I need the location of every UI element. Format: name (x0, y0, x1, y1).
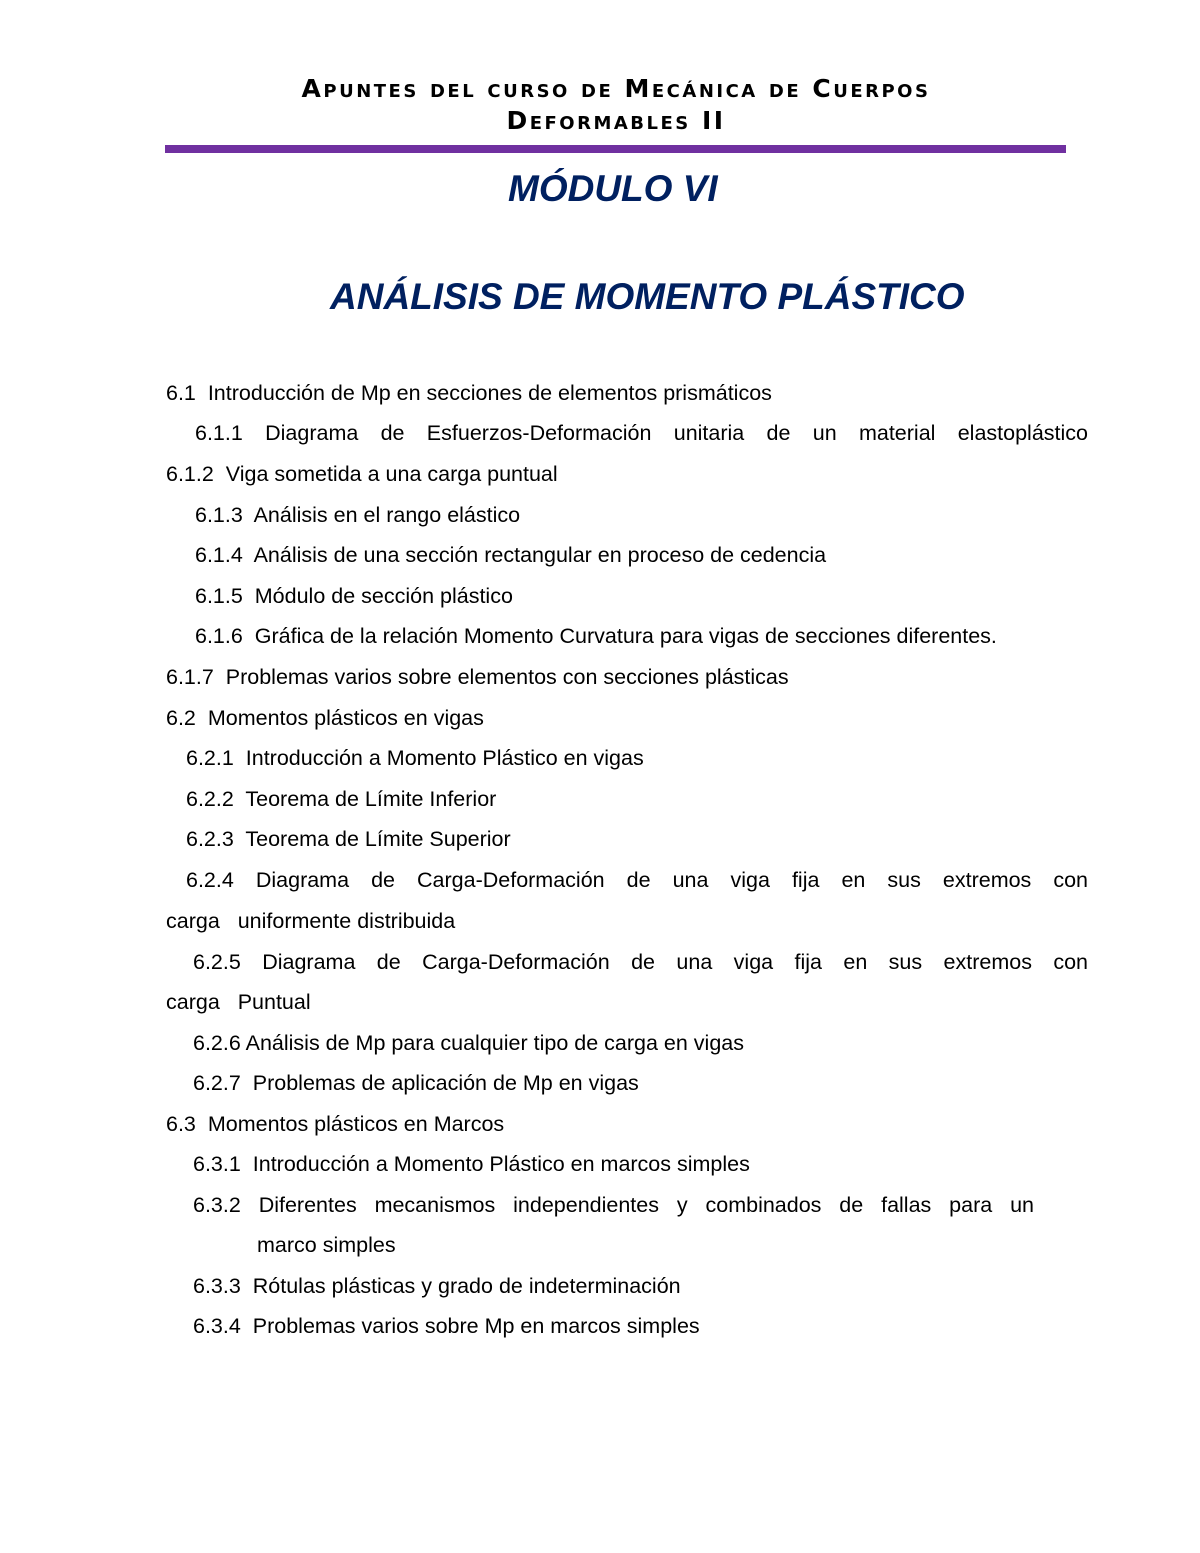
toc-entry: 6.3.1 Introducción a Momento Plástico en marcos simples (193, 1152, 750, 1176)
toc-entry: 6.2.1 Introducción a Momento Plástico en vigas (186, 746, 644, 770)
toc-entry: 6.2.3 Teorema de Límite Superior (186, 827, 511, 851)
module-title: MÓDULO VI (508, 168, 718, 209)
toc-entry: 6.3.4 Problemas varios sobre Mp en marcos simples (193, 1314, 700, 1338)
toc-entry: 6.2 Momentos plásticos en vigas (166, 706, 484, 730)
header-rule (165, 145, 1066, 153)
toc-entry: 6.1.4 Análisis de una sección rectangular en proceso de cedencia (195, 543, 827, 567)
toc-entry-continuation: marco simples (257, 1233, 396, 1257)
chapter-title: ANÁLISIS DE MOMENTO PLÁSTICO (330, 276, 965, 317)
toc-entry: 6.2.4 Diagrama de Carga-Deformación de una viga fija en sus extremos con (186, 868, 1088, 892)
toc-entry: 6.2.5 Diagrama de Carga-Deformación de una viga fija en sus extremos con (193, 950, 1088, 974)
toc-entry: 6.1.7 Problemas varios sobre elementos con secciones plásticas (166, 665, 789, 689)
toc-entry: 6.1 Introducción de Mp en secciones de elementos prismáticos (166, 381, 772, 405)
running-header-line1: Apuntes del curso de Mecánica de Cuerpos (301, 74, 931, 103)
toc-entry: 6.3.3 Rótulas plásticas y grado de indeterminación (193, 1274, 681, 1298)
toc-entry-continuation: carga uniformente distribuida (166, 909, 456, 933)
toc-entry: 6.1.5 Módulo de sección plástico (195, 584, 513, 608)
running-header-line2: Deformables II (506, 106, 726, 135)
toc-entry: 6.1.2 Viga sometida a una carga puntual (166, 462, 558, 486)
toc-entry: 6.1.3 Análisis en el rango elástico (195, 503, 521, 527)
toc-entry: 6.2.7 Problemas de aplicación de Mp en vigas (193, 1071, 639, 1095)
toc-entry: 6.3.2 Diferentes mecanismos independientes y combinados de fallas para un (193, 1193, 1034, 1217)
toc-entry-continuation: carga Puntual (166, 990, 311, 1014)
toc-entry: 6.1.6 Gráfica de la relación Momento Curvatura para vigas de secciones diferentes. (195, 624, 997, 648)
toc-entry: 6.2.6 Análisis de Mp para cualquier tipo de carga en vigas (193, 1031, 744, 1055)
toc-entry: 6.2.2 Teorema de Límite Inferior (186, 787, 497, 811)
toc-entry: 6.1.1 Diagrama de Esfuerzos-Deformación unitaria de un material elastoplástico (195, 421, 1088, 445)
toc-entry: 6.3 Momentos plásticos en Marcos (166, 1112, 505, 1136)
